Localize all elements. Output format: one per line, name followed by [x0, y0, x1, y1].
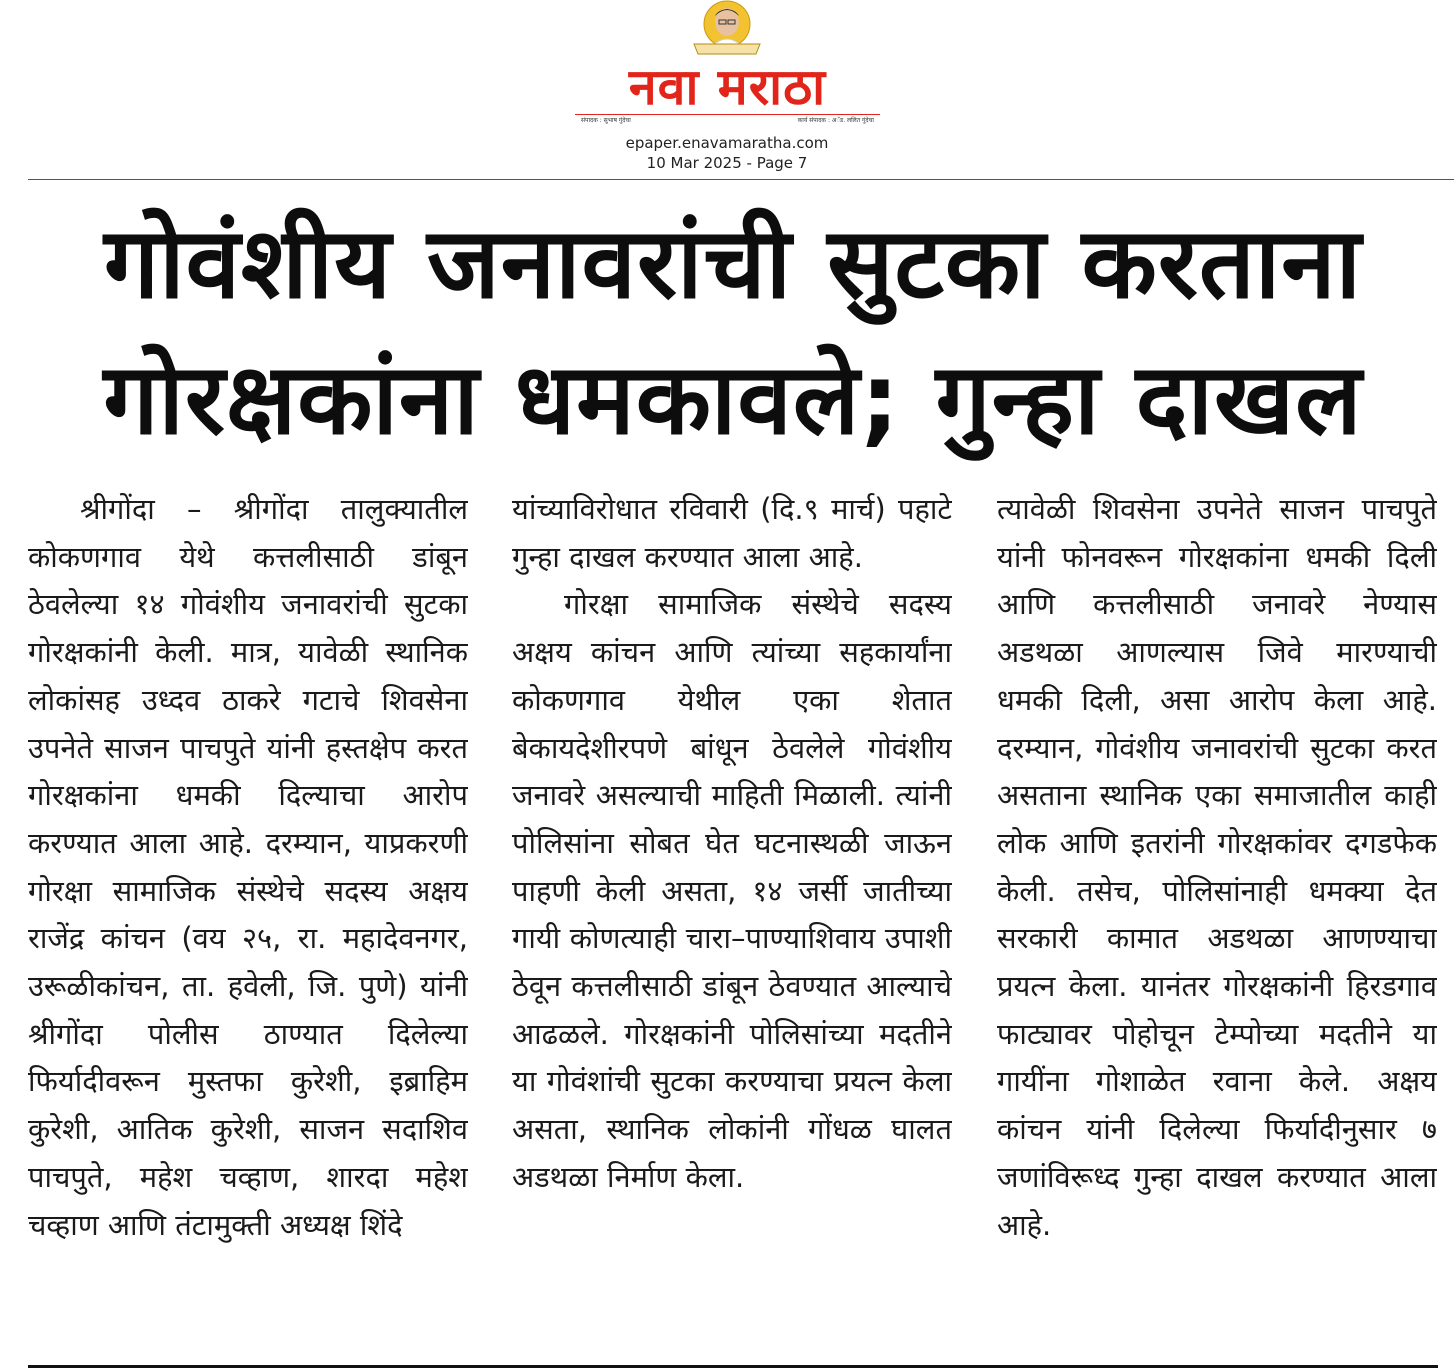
article-paragraph: त्यावेळी शिवसेना उपनेते साजन पाचपुते यांनी फोनवरून गोरक्षकांना धमकी दिली आणि कत्तलीसाठी जनावरे नेण्यास अडथळा आणल्यास जिवे मारण्याची धमकी दिली, असा आरोप केला आहे. दरम्यान, गोवंशीय जनावरांची सुटका करत असताना स्थानिक एका समाजातील काही लोक आणि इतरांनी गोरक्षकांवर दगडफेक केली. तसेच, पोलिसांनाही धमक्या देत सरकारी कामात अडथळा आणण्याचा प्रयत्न केला. यानंतर गोरक्षकांनी हिरडगाव फाट्यावर पोहोचून टेम्पोच्या मदतीने या गायींना गोशाळेत रवाना केले. अक्षय कांचन यांनी दिलेल्या फिर्यादीनुसार ७ जणांविरूध्द गुन्हा दाखल करण्यात आला आहे. — [997, 492, 1437, 1242]
logo-subline — [575, 114, 880, 126]
epaper-url: epaper.enavamaratha.com — [625, 134, 829, 152]
newspaper-logo — [575, 58, 880, 128]
executive-editor-credit: कार्य संपादक : अॅड. ललित गुंदेचा — [797, 117, 874, 124]
masthead — [0, 0, 1454, 180]
editor-credit: संपादक : सुभाष गुंदेचा — [581, 117, 631, 124]
portrait-icon — [690, 0, 764, 56]
masthead-divider — [28, 179, 1454, 180]
article-column-2 — [512, 486, 952, 1346]
article-column-3 — [997, 486, 1437, 1346]
founder-portrait — [690, 0, 764, 56]
article-headline: गोवंशीय जनावरांची सुटका करताना गोरक्षकांना धमकावले; गुन्हा दाखल — [103, 207, 1363, 457]
article-paragraph: गोरक्षा सामाजिक संस्थेचे सदस्य अक्षय कांचन आणि त्यांच्या सहकार्यांना कोकणगाव येथील एका शेतात बेकायदेशीरपणे बांधून ठेवलेले गोवंशीय जनावरे असल्याची माहिती मिळाली. त्यांनी पोलिसांना सोबत घेत घटनास्थळी जाऊन पाहणी केली असता, १४ जर्सी जातीच्या गायी कोणत्याही चारा–पाण्याशिवाय उपाशी ठेवून कत्तलीसाठी डांबून ठेवण्यात आल्याचे आढळले. गोरक्षकांनी पोलिसांच्या मदतीने या गोवंशांची सुटका करण्याचा प्रयत्न केला असता, स्थानिक लोकांनी गोंधळ घालत अडथळा निर्माण केला. — [512, 587, 952, 1194]
article-bottom-rule — [28, 1365, 1438, 1368]
article-column-1 — [28, 486, 468, 1346]
edition-date-page: 10 Mar 2025 - Page 7 — [646, 154, 808, 172]
article-paragraph: श्रीगोंदा – श्रीगोंदा तालुक्यातील कोकणगाव येथे कत्तलीसाठी डांबून ठेवलेल्या १४ गोवंशीय जनावरांची सुटका गोरक्षकांनी केली. मात्र, यावेळी स्थानिक लोकांसह उध्दव ठाकरे गटाचे शिवसेना उपनेते साजन पाचपुते यांनी हस्तक्षेप करत गोरक्षकांना धमकी दिल्याचा आरोप करण्यात आला आहे. दरम्यान, याप्रकरणी गोरक्षा सामाजिक संस्थेचे सदस्य अक्षय राजेंद्र कांचन (वय २५, रा. महादेवनगर, उरूळीकांचन, ता. हवेली, जि. पुणे) यांनी श्रीगोंदा पोलीस ठाण्यात दिलेल्या फिर्यादीवरून मुस्तफा कुरेशी, इब्राहिम कुरेशी, आतिक कुरेशी, साजन सदाशिव पाचपुते, महेश चव्हाण, शारदा महेश चव्हाण आणि तंटामुक्ती अध्यक्ष शिंदे — [28, 492, 468, 1242]
logo-text: नवा मराठा — [628, 58, 827, 116]
article-paragraph: यांच्याविरोधात रविवारी (दि.९ मार्च) पहाटे गुन्हा दाखल करण्यात आला आहे. — [512, 492, 952, 574]
